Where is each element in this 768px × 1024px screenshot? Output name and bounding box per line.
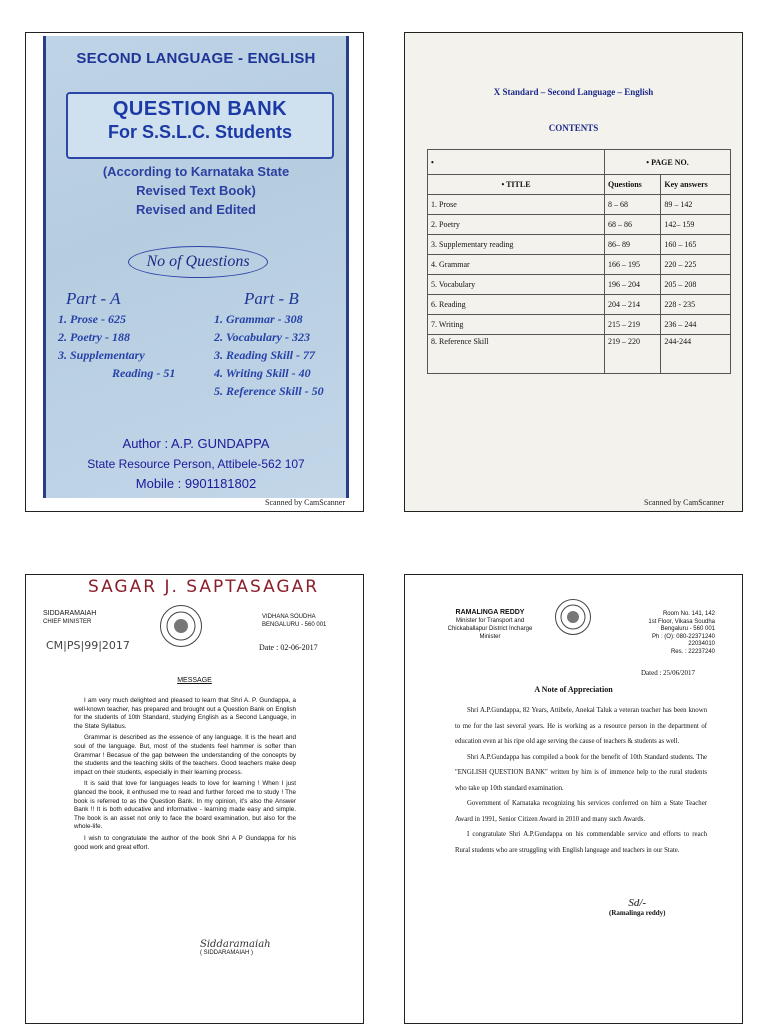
row-questions: 204 – 214 [605,295,661,315]
office-line-1: VIDHANA SOUDHA [262,614,316,620]
appreciation-date: Dated : 25/06/2017 [641,669,696,677]
row-title: 3. Supplementary reading [428,235,605,255]
row-answers: 142– 159 [661,215,731,235]
cover-resource: State Resource Person, Attibele-562 107 [87,457,305,471]
signatory-name: ( SIDDARAMAIAH ) [200,950,254,956]
cover-title-box [66,92,334,159]
government-seal-icon [160,605,202,647]
according-line-3: Revised and Edited [136,202,256,217]
table-row [428,235,731,255]
contents-heading: CONTENTS [548,123,599,133]
row-questions: 8 – 68 [605,195,661,215]
address-line: Room No. 141, 142 [662,611,715,617]
row-questions: 86– 89 [605,235,661,255]
header-bullet: • [428,150,605,175]
sender-block [43,609,96,627]
part-b-item: 4. Writing Skill - 40 [214,366,311,380]
appreciation-paragraph: I congratulate Shri A.P.Gundappa on his commendable service and efforts to reach Rural students who are struggling with English language and teachers in our State. [455,831,707,854]
table-row [428,335,731,374]
minister-role: Chickaballapur District Incharge [447,626,533,632]
part-a-label: Part - A [66,289,121,308]
row-questions: 68 – 86 [605,215,661,235]
row-answers: 89 – 142 [661,195,731,215]
appreciation-paragraph: Shri A.P.Gundappa has compiled a book for the benefit of 10th Standard students. The "ENGLISH QUESTION BANK" written by him is of immence help to the rural students who take up 10th standard examination. [455,753,707,792]
handwritten-name: SAGAR J. SAPTASAGAR [88,577,320,597]
sender-name: SIDDARAMAIAH [43,610,97,617]
contents-page-title: X Standard – Second Language – English [493,87,654,97]
address-line: 1st Floor, Vikasa Soudha [648,618,715,625]
row-questions: 219 – 220 [605,335,661,374]
row-answers: 160 – 165 [661,235,731,255]
table-row [428,215,731,235]
row-answers: 236 – 244 [661,315,731,335]
row-title: 5. Vocabulary [428,275,605,295]
part-b-item: 5. Reference Skill - 50 [214,384,324,398]
message-signature-block [200,939,271,956]
row-answers: 228 - 235 [661,295,731,315]
cover-title: QUESTION BANK [112,98,288,120]
cover-subtitle: For S.S.L.C. Students [107,122,292,142]
part-b-item: 3. Reading Skill - 77 [214,348,316,362]
appreciation-paragraph: Government of Karnataka recognizing his services conferred on him a State Teacher Award in 1991, Senior Citizen Award in 2010 and many such Awards. [455,800,707,823]
cover-mobile: Mobile : 9901181802 [135,476,257,491]
table-header-row [428,150,731,175]
message-page [25,574,364,1024]
signature: Siddaramaiah [200,939,271,950]
message-paragraph: Grammar is described as the essence of any language. It is the heart and soul of the language. But, most of the students feel hammer is softer than Grammar ! Becasue of the gap between the understanding of the concepts by the students and the teaching skills of the teachers. Good teachers make deep impact on their students, especially in their learning process. [74,734,296,776]
message-paragraph: I wish to congratulate the author of the book Shri A P Gundappa for his good work and great effort. [74,834,296,851]
part-a-list [58,310,175,382]
part-a-item: Reading - 51 [112,366,176,380]
message-paragraph: It is said that love for languages leads to love for learning ! When I just glanced the book, it enthused me to read and further forced me to study ! The book is referred to as the Question Bank. In my opinion, it's also the Answer Bank !! It is both educative and informative - learning made easy and simple. The book is an asset not only to face the board examination, but also for the whole-life. [74,780,296,831]
address-block [615,611,715,656]
header-answers: Key answers [661,175,731,195]
address-line: Res. : 22237240 [670,648,715,655]
appreciation-signature-block [609,897,665,917]
contents-page [404,32,743,512]
address-line: Bengaluru - 560 001 [660,626,715,632]
according-line-1: (According to Karnataka State [102,164,290,179]
appreciation-body [455,703,707,858]
part-a-item: 1. Prose - 625 [58,312,126,326]
part-a-item: 2. Poetry - 188 [58,330,130,344]
cover-author-block [46,434,346,494]
appreciation-heading: A Note of Appreciation [534,685,613,694]
table-row [428,315,731,335]
part-b-item: 2. Vocabulary - 323 [214,330,310,344]
row-title: 4. Grammar [428,255,605,275]
row-title: 6. Reading [428,295,605,315]
row-questions: 166 – 195 [605,255,661,275]
row-questions: 215 – 219 [605,315,661,335]
row-answers: 220 – 225 [661,255,731,275]
row-title: 1. Prose [428,195,605,215]
table-row [428,295,731,315]
scan-label: Scanned by CamScanner [644,498,724,507]
row-questions: 196 – 204 [605,275,661,295]
address-line: Ph : (O): 080-22371240 [651,633,715,640]
appreciation-page [404,574,743,1024]
message-date: Date : 02-06-2017 [259,643,318,652]
row-title: 8. Reference Skill [428,335,605,374]
signature: Sd/- [628,897,647,909]
row-answers: 205 – 208 [661,275,731,295]
scan-label: Scanned by CamScanner [265,498,345,507]
appreciation-paragraph: Shri A.P.Gundappa, 82 Years, Attibele, Anekal Taluk a veteran teacher has been known to me for the last several years. He is working as a resource person in the department of education even at his ripe old age serving the cause of teachers & students as well. [455,707,707,745]
address-line: 22034010 [688,641,715,647]
minister-block [435,609,545,641]
cover-according [46,162,346,219]
part-b-list [214,310,324,400]
no-of-questions-oval: No of Questions [128,246,268,278]
minister-name: RAMALINGA REDDY [455,609,525,616]
cover-author: Author : A.P. GUNDAPPA [122,436,270,451]
government-seal-icon [555,599,591,635]
message-body [74,697,296,855]
table-header-row [428,175,731,195]
table-row [428,275,731,295]
header-questions: Questions [605,175,661,195]
cover-panel [43,36,349,498]
message-paragraph: I am very much delighted and pleased to learn that Shri A. P. Gundappa, a well-known teacher, has prepared and brought out a Question Bank on English for the students of 10th Standard, studying English as a Second Language, in the State Syllabus. [74,697,296,730]
reference-number: CM|PS|99|2017 [46,639,130,652]
table-row [428,195,731,215]
header-page-no: • PAGE NO. [605,150,731,175]
row-title: 7. Writing [428,315,605,335]
row-answers: 244-244 [661,335,731,374]
cover-header: SECOND LANGUAGE - ENGLISH [76,50,316,67]
sender-role: CHIEF MINISTER [43,619,92,625]
signatory-name: (Ramalinga reddy) [609,909,666,917]
according-line-2: Revised Text Book) [136,183,256,198]
minister-role: Minister [479,634,501,640]
row-title: 2. Poetry [428,215,605,235]
minister-role: Minister for Transport and [455,618,525,624]
part-b-label: Part - B [244,289,299,308]
part-a-item: 3. Supplementary [58,348,145,362]
cover-page [25,32,364,512]
part-b-item: 1. Grammar - 308 [214,312,303,326]
table-row [428,255,731,275]
office-line-2: BENGALURU - 560 001 [262,622,327,628]
office-block [262,613,326,629]
header-title: • TITLE [428,175,605,195]
contents-table [427,149,731,374]
message-heading: MESSAGE [177,677,212,684]
